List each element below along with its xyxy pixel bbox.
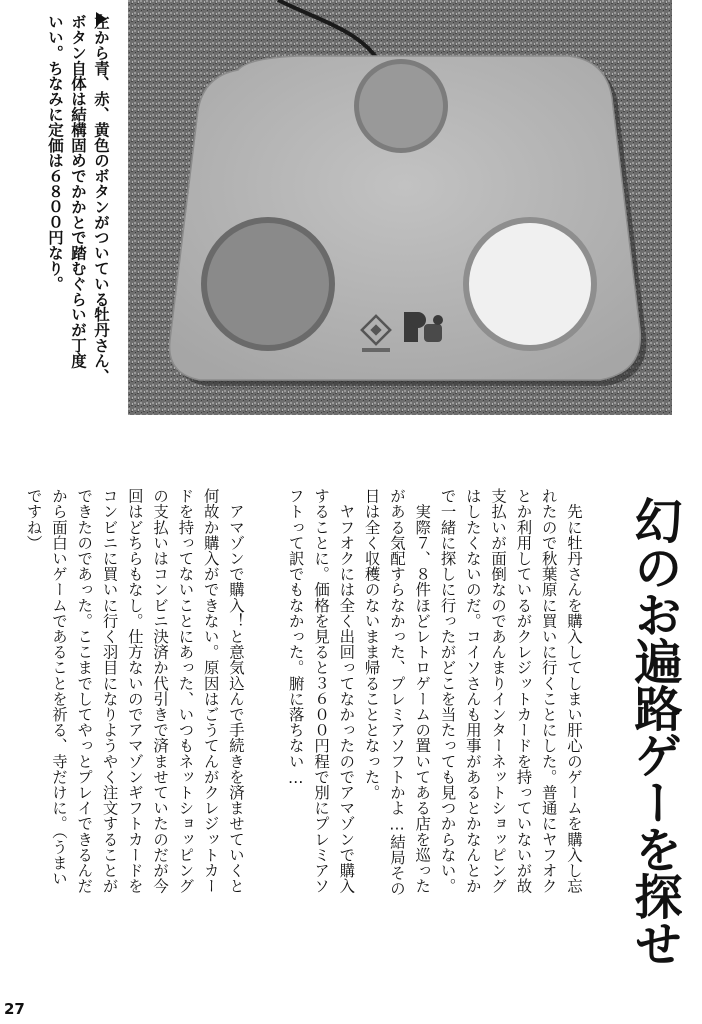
photo-caption: 左から青、赤、黄色のボタンがついている牡丹さん、 ボタン自体は結構固めでかかとで踏むぐらいが丁度 いい。ちなみに定価は６８００円なり。 <box>46 14 110 384</box>
article-headline: 幻のお遍路ゲーを探せ <box>626 496 682 966</box>
body-paragraph-2: アマゾンで購入！と意気込んで手続きを済ませていくと 何故か購入ができない。原因はごうてんがクレジットカー ドを持ってないことにあった、いつもネットショッピング の支払いはコンビニ決済か代引きで済ませていたのだが今 回はどちらもなし。仕方ないのでアマゾンギフトカードを コンビニに買いに行く羽目になりようやく注文することが できたのであった。ここまでしてやっとプレイできるんだ から面白いゲームであることを祈る、寺だけに。（うまい ですね） <box>24 488 245 894</box>
photo <box>128 0 672 415</box>
left-button <box>207 223 329 345</box>
body-paragraph-1: 先に牡丹さんを購入してしまい肝心のゲームを購入し忘 れたので秋葉原に買いに行くことにした。普通にヤフオク とか利用しているがクレジットカードを持っていないが故 支払いが面倒なのであんまりインターネットショッピング はしたくないのだ。コイソさんも用事があるとかなんとか で一緒に探しに行ったがどこを当たっても見つからない。 実際７、８件ほどレトロゲームの置いてある店を巡った がある気配すらなかった、プレミアソフトかよ…結局その 日は全く収穫のないまま帰ることとなった。 ヤフオクには全く出回ってなかったのでアマゾンで購入 することに。価格を見ると３６００円程で別にプレミアソ フトって訳でもなかった。腑に落ちない… <box>286 488 583 897</box>
top-button <box>359 64 443 148</box>
page-number: 27 <box>4 1000 25 1018</box>
right-button <box>469 223 591 345</box>
